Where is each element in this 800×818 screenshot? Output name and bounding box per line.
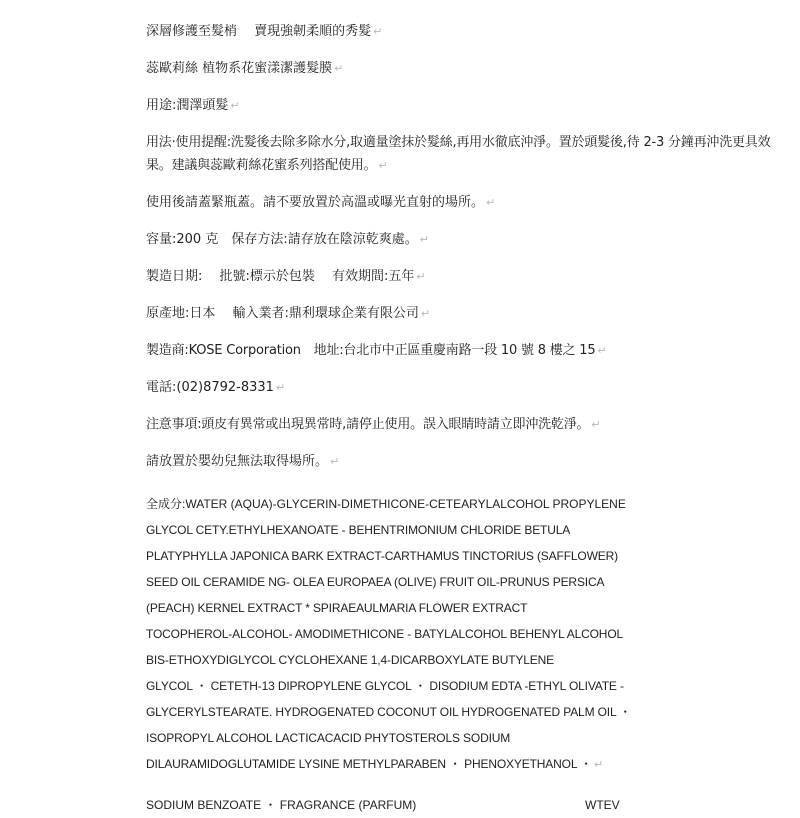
ingredients-line: BIS-ETHOXYDIGLYCOL CYCLOHEXANE 1,4-DICARBOXYLATE BUTYLENE xyxy=(146,653,555,667)
ingredients-line: GLYCERYLSTEARATE. HYDROGENATED COCONUT OIL HYDROGENATED PALM OIL ・ xyxy=(146,705,632,719)
ingredients-line-last-wrapped: DILAURAMIDOGLUTAMIDE LYSINE METHYLPARABEN ・ PHENOXYETHANOL ・ ↵ xyxy=(146,757,604,771)
paragraph-mark-icon: ↵ xyxy=(416,270,426,283)
maker-line: 製造商:KOSE Corporation 地址:台北市中正區重慶南路一段 10 號 8 樓之 15 ↵ xyxy=(146,343,607,358)
ingredients-line: TOCOPHEROL-ALCOHOL- AMODIMETHICONE - BATYLALCOHOL BEHENYL ALCOHOL xyxy=(146,627,624,641)
phone-line: 電話:(02)8792-8331 ↵ xyxy=(146,380,286,395)
child-safety-line: 請放置於嬰幼兒無法取得場所。 ↵ xyxy=(146,454,340,469)
capacity-line: 容量:200 克 保存方法:請存放在陰涼乾爽處。 ↵ xyxy=(146,232,429,247)
paragraph-mark-icon: ↵ xyxy=(334,62,344,75)
ingredients-heading: 全成分:WATER (AQUA)-GLYCERIN-DIMETHICONE-CETEARYLALCOHOL PROPYLENE xyxy=(146,497,626,511)
paragraph-mark-icon: ↵ xyxy=(330,455,340,468)
paragraph-mark-icon: ↵ xyxy=(591,418,601,431)
caution-line: 使用後請蓋緊瓶蓋。請不要放置於高溫或曝光直射的場所。 ↵ xyxy=(146,195,496,210)
origin-line: 原產地:日本 輸入業者:鼎利環球企業有限公司 ↵ xyxy=(146,306,431,321)
ingredients-line: ISOPROPYL ALCOHOL LACTICACACID PHYTOSTEROLS SODIUM xyxy=(146,731,511,745)
date-line: 製造日期: 批號:標示於包裝 有效期間:五年 ↵ xyxy=(146,269,426,284)
paragraph-mark-icon: ↵ xyxy=(378,159,388,172)
product-line: 蕊歐莉絲 植物系花蜜漾潔護髮膜 ↵ xyxy=(146,61,344,76)
paragraph-mark-icon: ↵ xyxy=(230,99,240,112)
method-paragraph: 用法·使用提醒:洗髮後去除多除水分,取適量塗抹於髮絲,再用水徹底沖淨。置於頭髮後,待 2-3 分鐘再沖洗更具效果。建議與蕊歐莉絲花蜜系列搭配使用。 ↵ xyxy=(146,135,771,173)
wtev-code: WTEV xyxy=(585,798,620,812)
ingredients-line: PLATYPHYLLA JAPONICA BARK EXTRACT-CARTHAMUS TINCTORIUS (SAFFLOWER) xyxy=(146,549,618,563)
notice-line: 注意事項:頭皮有異常或出現異常時,請停止使用。誤入眼睛時請立即沖洗乾淨。 ↵ xyxy=(146,417,601,432)
paragraph-mark-icon: ↵ xyxy=(593,759,604,771)
ingredients-line: GLYCOL ・ CETETH-13 DIPROPYLENE GLYCOL ・ DISODIUM EDTA -ETHYL OLIVATE - xyxy=(146,679,624,693)
paragraph-mark-icon: ↵ xyxy=(275,381,286,394)
title-line: 深層修護至髮梢 賣現強韌柔順的秀髮 ↵ xyxy=(146,24,383,39)
ingredients-line: (PEACH) KERNEL EXTRACT * SPIRAEAULMARIA FLOWER EXTRACT xyxy=(146,601,528,615)
paragraph-mark-icon: ↵ xyxy=(373,25,383,38)
ingredients-final-line xyxy=(146,792,782,818)
ingredients-block xyxy=(146,491,782,818)
paragraph-mark-icon: ↵ xyxy=(420,307,431,320)
ingredients-line: GLYCOL CETY.ETHYLHEXANOATE - BEHENTRIMONIUM CHLORIDE BETULA xyxy=(146,523,571,537)
paragraph-mark-icon: ↵ xyxy=(486,196,496,209)
usage-line: 用途:潤澤頭髮 ↵ xyxy=(146,98,240,113)
paragraph-mark-icon: ↵ xyxy=(597,344,607,357)
ingredients-final-text: SODIUM BENZOATE ・ FRAGRANCE (PARFUM) xyxy=(146,798,417,812)
paragraph-mark-icon: ↵ xyxy=(419,233,429,246)
ingredients-line: SEED OIL CERAMIDE NG- OLEA EUROPAEA (OLIVE) FRUIT OIL-PRUNUS PERSICA xyxy=(146,575,605,589)
